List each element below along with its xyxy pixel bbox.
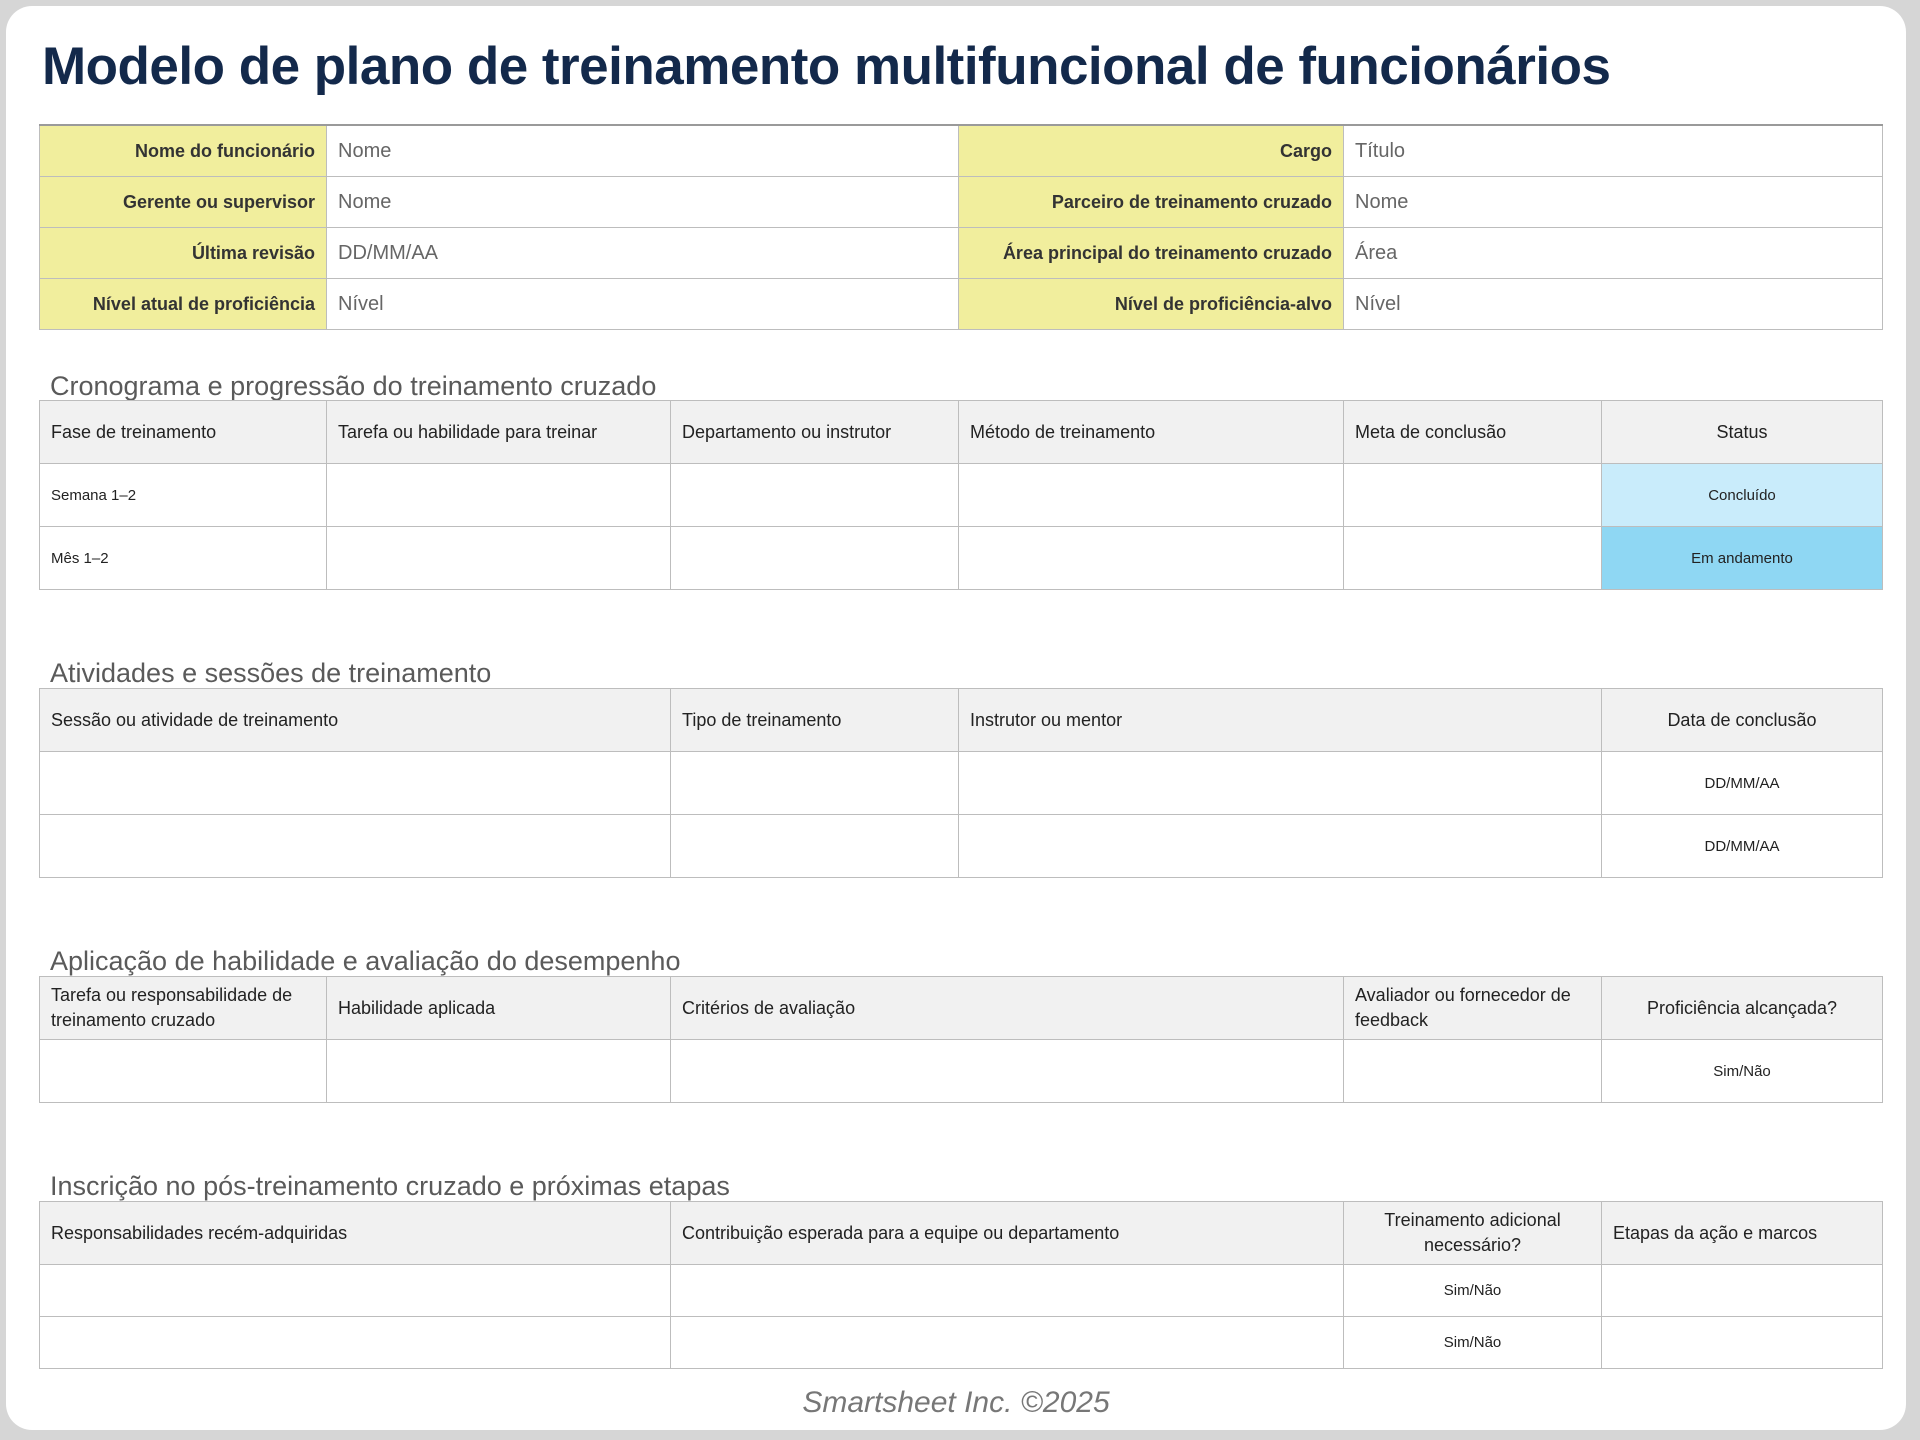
table-cell[interactable] — [671, 464, 959, 527]
info-label: Nível atual de proficiência — [40, 279, 327, 330]
column-header: Meta de conclusão — [1344, 401, 1602, 464]
table-cell[interactable] — [40, 815, 671, 878]
info-value-field[interactable]: Nível — [327, 279, 959, 330]
info-value-field[interactable]: Título — [1344, 125, 1883, 177]
column-header: Treinamento adicional necessário? — [1344, 1202, 1602, 1265]
footer-copyright: Smartsheet Inc. ©2025 — [802, 1386, 1110, 1419]
employee-info-table — [39, 124, 1883, 330]
yes-no-cell[interactable]: Sim/Não — [1344, 1317, 1602, 1369]
table-cell[interactable] — [1602, 1317, 1883, 1369]
table-row — [40, 752, 1883, 815]
table-cell[interactable] — [40, 1317, 671, 1369]
column-header: Critérios de avaliação — [671, 977, 1344, 1040]
column-header: Tarefa ou responsabilidade de treinamento cruzado — [40, 977, 327, 1040]
column-header: Habilidade aplicada — [327, 977, 671, 1040]
table-header-row — [40, 977, 1883, 1040]
table-cell[interactable] — [671, 1265, 1344, 1317]
column-header: Tarefa ou habilidade para treinar — [327, 401, 671, 464]
table-cell[interactable] — [671, 1040, 1344, 1103]
info-value-field[interactable]: Nome — [327, 125, 959, 177]
info-value-field[interactable]: Área — [1344, 228, 1883, 279]
table-header-row — [40, 401, 1883, 464]
table-cell[interactable] — [959, 464, 1344, 527]
table-cell[interactable] — [959, 527, 1344, 590]
info-label: Nível de proficiência-alvo — [959, 279, 1344, 330]
status-badge[interactable]: Concluído — [1602, 464, 1883, 527]
table-header-row — [40, 689, 1883, 752]
column-header: Proficiência alcançada? — [1602, 977, 1883, 1040]
info-label: Área principal do treinamento cruzado — [959, 228, 1344, 279]
info-label: Parceiro de treinamento cruzado — [959, 177, 1344, 228]
table-cell[interactable] — [959, 815, 1602, 878]
page-title: Modelo de plano de treinamento multifuncional de funcionários — [42, 37, 1611, 96]
table-cell[interactable] — [40, 1265, 671, 1317]
column-header: Contribuição esperada para a equipe ou departamento — [671, 1202, 1344, 1265]
info-row — [40, 125, 1883, 177]
status-badge[interactable]: Em andamento — [1602, 527, 1883, 590]
table-cell[interactable] — [1344, 464, 1602, 527]
template-sheet — [6, 6, 1906, 1430]
section-heading-next-steps: Inscrição no pós-treinamento cruzado e próximas etapas — [50, 1171, 730, 1201]
table-cell[interactable] — [40, 752, 671, 815]
info-label: Nome do funcionário — [40, 125, 327, 177]
next-steps-table — [39, 1201, 1883, 1369]
table-row — [40, 1317, 1883, 1369]
info-label: Gerente ou supervisor — [40, 177, 327, 228]
date-cell[interactable]: DD/MM/AA — [1602, 815, 1883, 878]
info-value-field[interactable]: Nível — [1344, 279, 1883, 330]
column-header: Fase de treinamento — [40, 401, 327, 464]
column-header: Avaliador ou fornecedor de feedback — [1344, 977, 1602, 1040]
activities-table — [39, 688, 1883, 878]
yes-no-cell[interactable]: Sim/Não — [1344, 1265, 1602, 1317]
evaluation-table — [39, 976, 1883, 1103]
yes-no-cell[interactable]: Sim/Não — [1602, 1040, 1883, 1103]
info-label: Última revisão — [40, 228, 327, 279]
info-value-field[interactable]: DD/MM/AA — [327, 228, 959, 279]
info-label: Cargo — [959, 125, 1344, 177]
column-header: Método de treinamento — [959, 401, 1344, 464]
table-cell[interactable] — [671, 752, 959, 815]
phase-cell[interactable]: Semana 1–2 — [40, 464, 327, 527]
info-row — [40, 228, 1883, 279]
table-row — [40, 1265, 1883, 1317]
column-header: Departamento ou instrutor — [671, 401, 959, 464]
table-cell[interactable] — [671, 1317, 1344, 1369]
section-heading-evaluation: Aplicação de habilidade e avaliação do desempenho — [50, 946, 681, 976]
schedule-table — [39, 400, 1883, 590]
info-value-field[interactable]: Nome — [1344, 177, 1883, 228]
table-cell[interactable] — [1344, 1040, 1602, 1103]
table-cell[interactable] — [671, 527, 959, 590]
section-heading-schedule: Cronograma e progressão do treinamento cruzado — [50, 371, 657, 401]
table-header-row — [40, 1202, 1883, 1265]
info-value-field[interactable]: Nome — [327, 177, 959, 228]
phase-cell[interactable]: Mês 1–2 — [40, 527, 327, 590]
table-row — [40, 1040, 1883, 1103]
table-cell[interactable] — [959, 752, 1602, 815]
column-header: Etapas da ação e marcos — [1602, 1202, 1883, 1265]
column-header: Sessão ou atividade de treinamento — [40, 689, 671, 752]
info-row — [40, 279, 1883, 330]
table-cell[interactable] — [1344, 527, 1602, 590]
table-row — [40, 527, 1883, 590]
table-cell[interactable] — [327, 527, 671, 590]
column-header: Tipo de treinamento — [671, 689, 959, 752]
table-cell[interactable] — [671, 815, 959, 878]
column-header: Instrutor ou mentor — [959, 689, 1602, 752]
table-row — [40, 464, 1883, 527]
column-header: Responsabilidades recém-adquiridas — [40, 1202, 671, 1265]
column-header: Status — [1602, 401, 1883, 464]
table-cell[interactable] — [327, 1040, 671, 1103]
table-row — [40, 815, 1883, 878]
table-cell[interactable] — [1602, 1265, 1883, 1317]
info-row — [40, 177, 1883, 228]
column-header: Data de conclusão — [1602, 689, 1883, 752]
date-cell[interactable]: DD/MM/AA — [1602, 752, 1883, 815]
section-heading-activities: Atividades e sessões de treinamento — [50, 658, 492, 688]
table-cell[interactable] — [327, 464, 671, 527]
table-cell[interactable] — [40, 1040, 327, 1103]
